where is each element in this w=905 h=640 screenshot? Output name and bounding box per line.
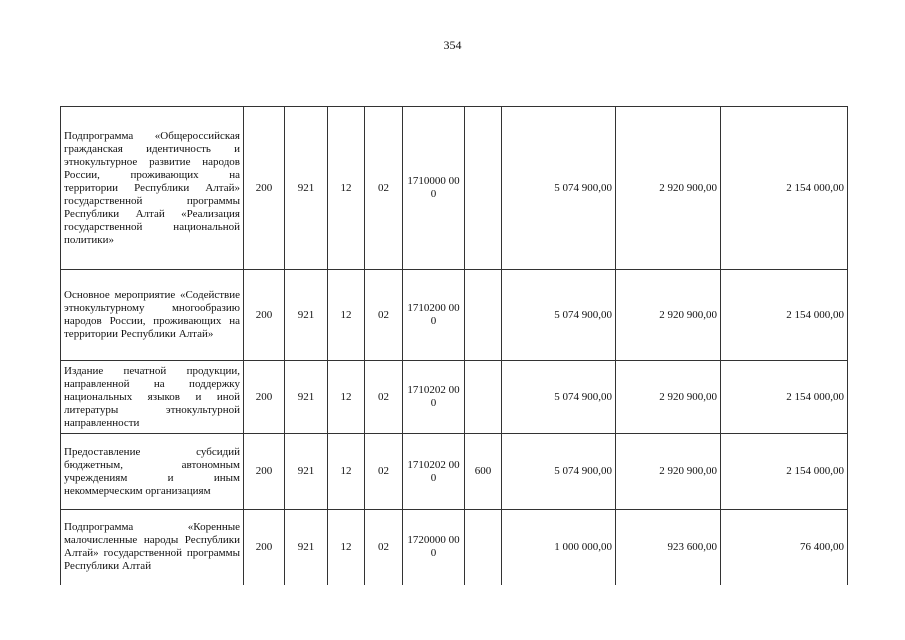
- table-row: [61, 107, 848, 270]
- row-name: Издание печатной продукции, направленной на поддержку национальных языков и иной литературы этнокультурной направленности: [61, 361, 244, 434]
- cell-amount-1: 1 000 000,00: [502, 510, 616, 585]
- cell-amount-2: 923 600,00: [616, 510, 721, 585]
- cell-expense-type: [465, 361, 502, 434]
- row-name: Подпрограмма «Коренные малочисленные народы Республики Алтай» государственной программы Республики Алтай: [61, 510, 244, 585]
- cell-col2: 921: [285, 361, 328, 434]
- cell-amount-3: 2 154 000,00: [721, 270, 848, 361]
- row-name: Подпрограмма «Общероссийская гражданская идентичность и этнокультурное развитие народов России, проживающих на территории Республики Алтай» государственной программы Республики Алтай «Реализация государственной национальной политики»: [61, 107, 244, 270]
- cell-amount-3: 2 154 000,00: [721, 361, 848, 434]
- cell-amount-1: 5 074 900,00: [502, 107, 616, 270]
- page-number: 354: [443, 38, 462, 52]
- cell-amount-1: 5 074 900,00: [502, 270, 616, 361]
- cell-col3: 12: [328, 107, 365, 270]
- cell-col4: 02: [365, 361, 403, 434]
- cell-col2: 921: [285, 270, 328, 361]
- cell-col3: 12: [328, 434, 365, 510]
- cell-col3: 12: [328, 270, 365, 361]
- cell-col4: 02: [365, 270, 403, 361]
- cell-amount-3: 2 154 000,00: [721, 434, 848, 510]
- cell-amount-1: 5 074 900,00: [502, 434, 616, 510]
- table-row: [61, 270, 848, 361]
- cell-col4: 02: [365, 510, 403, 585]
- cell-expense-type: [465, 510, 502, 585]
- cell-target-code: 1710200 000: [403, 270, 465, 361]
- cell-col3: 12: [328, 361, 365, 434]
- cell-col1: 200: [244, 361, 285, 434]
- cell-target-code: 1720000 000: [403, 510, 465, 585]
- table-row: [61, 361, 848, 434]
- budget-table: [60, 106, 848, 585]
- cell-col2: 921: [285, 434, 328, 510]
- cell-amount-2: 2 920 900,00: [616, 361, 721, 434]
- cell-amount-3: 76 400,00: [721, 510, 848, 585]
- cell-col1: 200: [244, 434, 285, 510]
- cell-amount-2: 2 920 900,00: [616, 107, 721, 270]
- cell-expense-type: [465, 270, 502, 361]
- cell-col1: 200: [244, 510, 285, 585]
- cell-col2: 921: [285, 510, 328, 585]
- cell-col3: 12: [328, 510, 365, 585]
- cell-expense-type: [465, 107, 502, 270]
- cell-amount-2: 2 920 900,00: [616, 270, 721, 361]
- cell-amount-1: 5 074 900,00: [502, 361, 616, 434]
- cell-col1: 200: [244, 270, 285, 361]
- row-name: Основное мероприятие «Содействие этнокультурному многообразию народов России, проживающих на территории Республики Алтай»: [61, 270, 244, 361]
- cell-col2: 921: [285, 107, 328, 270]
- cell-col1: 200: [244, 107, 285, 270]
- row-name: Предоставление субсидий бюджетным, автономным учреждениям и иным некоммерческим организациям: [61, 434, 244, 510]
- cell-target-code: 1710202 000: [403, 434, 465, 510]
- cell-col4: 02: [365, 434, 403, 510]
- cell-amount-2: 2 920 900,00: [616, 434, 721, 510]
- cell-col4: 02: [365, 107, 403, 270]
- cell-target-code: 1710202 000: [403, 361, 465, 434]
- cell-amount-3: 2 154 000,00: [721, 107, 848, 270]
- table-row: [61, 510, 848, 585]
- cell-target-code: 1710000 000: [403, 107, 465, 270]
- cell-expense-type: 600: [465, 434, 502, 510]
- table-row: [61, 434, 848, 510]
